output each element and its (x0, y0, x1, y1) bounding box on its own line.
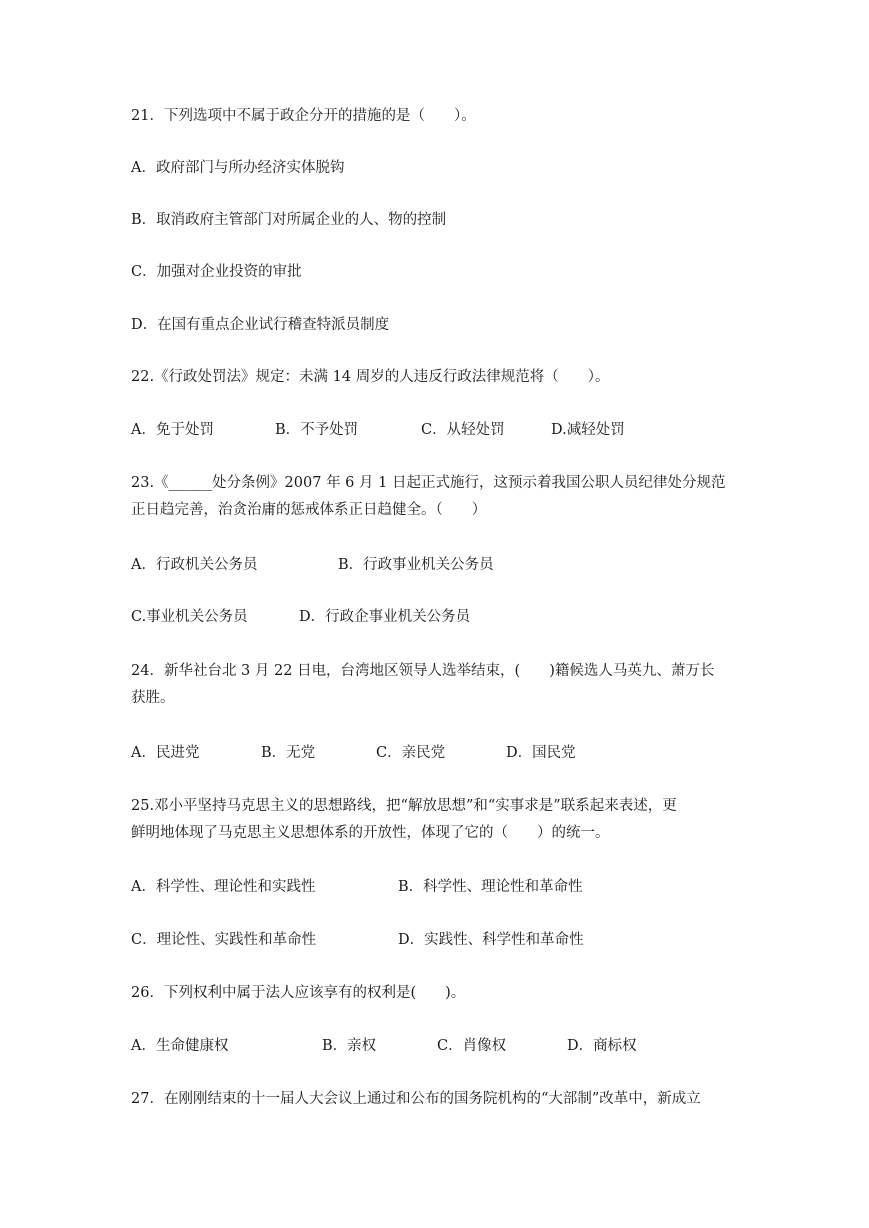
question-23-option-a: A．行政机关公务员 (131, 557, 258, 573)
question-21-option-c: C．加强对企业投资的审批 (131, 264, 302, 280)
question-24-option-d: D．国民党 (506, 745, 576, 761)
question-25-option-b: B．科学性、理论性和革命性 (398, 879, 583, 895)
question-25-stem-line-1: 25.邓小平坚持马克思主义的思想路线，把“解放思想”和“实事求是”联系起来表述，更 (131, 798, 677, 814)
question-21-stem: 21．下列选项中不属于政企分开的措施的是（ ）。 (131, 108, 476, 124)
question-26-option-b: B．亲权 (322, 1038, 377, 1054)
question-22-option-a: A．免于处罚 (131, 422, 214, 438)
question-25-option-d: D．实践性、科学性和革命性 (398, 932, 584, 948)
question-26-option-d: D．商标权 (567, 1038, 637, 1054)
question-26-option-c: C．肖像权 (437, 1038, 507, 1054)
question-22-stem: 22.《行政处罚法》规定：未满 14 周岁的人违反行政法律规范将（ ）。 (131, 369, 610, 385)
question-21-option-b: B．取消政府主管部门对所属企业的人、物的控制 (131, 212, 447, 228)
question-24-stem-line-2: 获胜。 (131, 690, 175, 706)
question-23-option-d: D．行政企事业机关公务员 (299, 609, 471, 625)
question-25-stem-line-2: 鲜明地体现了马克思主义思想体系的开放性，体现了它的（ ）的统一。 (131, 825, 610, 841)
question-24-option-b: B．无党 (261, 745, 316, 761)
question-21-option-a: A．政府部门与所办经济实体脱钩 (131, 160, 345, 176)
question-24-stem-line-1: 24．新华社台北 3 月 22 日电，台湾地区领导人选举结束，( )籍候选人马英九、萧万长 (131, 663, 715, 679)
question-26-option-a: A．生命健康权 (131, 1038, 229, 1054)
question-25-option-c: C．理论性、实践性和革命性 (131, 932, 317, 948)
question-24-option-a: A．民进党 (131, 745, 200, 761)
question-22-option-c: C．从轻处罚 (421, 422, 505, 438)
question-26-stem: 26．下列权利中属于法人应该享有的权利是( )。 (131, 985, 466, 1001)
question-24-option-c: C．亲民党 (376, 745, 446, 761)
question-27-stem: 27．在刚刚结束的十一届人大会议上通过和公布的国务院机构的“大部制”改革中，新成立 (131, 1091, 701, 1107)
question-23-stem-line-1: 23.《______处分条例》2007 年 6 月 1 日起正式施行，这预示着我国公职人员纪律处分规范 (131, 475, 726, 491)
question-21-option-d: D．在国有重点企业试行稽查特派员制度 (131, 317, 390, 333)
question-23-option-b: B．行政事业机关公务员 (338, 557, 494, 573)
question-22-option-b: B．不予处罚 (275, 422, 359, 438)
question-23-option-c: C.事业机关公务员 (131, 609, 248, 625)
question-25-option-a: A．科学性、理论性和实践性 (131, 879, 316, 895)
question-23-stem-line-2: 正日趋完善，治贪治庸的惩戒体系正日趋健全。（ ） (131, 502, 487, 518)
question-22-option-d: D.减轻处罚 (551, 422, 625, 438)
